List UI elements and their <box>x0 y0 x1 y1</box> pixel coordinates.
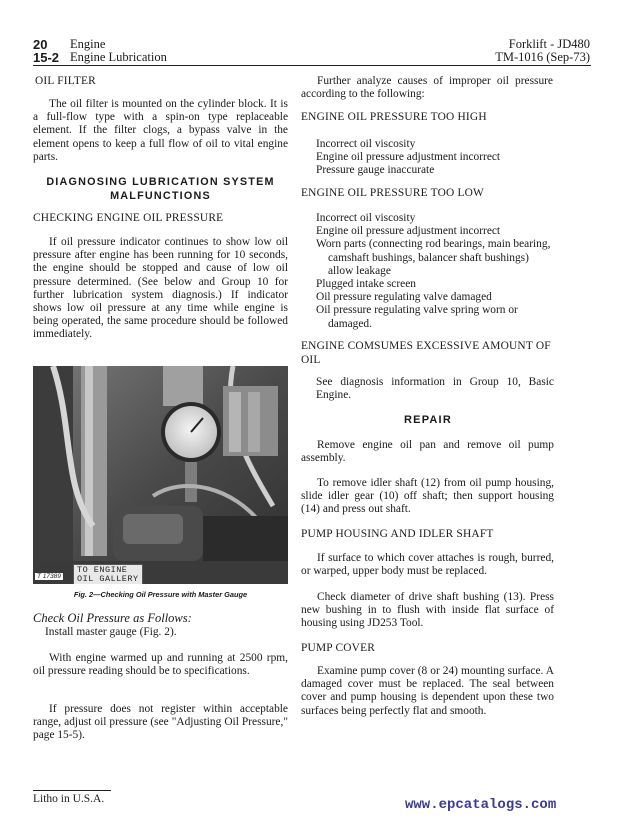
consumes-oil-heading: ENGINE COMSUMES EXCESSIVE AMOUNT OF OIL <box>301 340 551 366</box>
list-item: Worn parts (connecting rod bearings, main bearing, camshaft bushings, balancer shaft bushings) allow leakage <box>316 238 551 277</box>
check-follows-heading: Check Oil Pressure as Follows: <box>33 611 192 625</box>
subsection-number: 15-2 <box>33 50 60 65</box>
photo-illustration <box>33 366 288 584</box>
list-item: Engine oil pressure adjustment incorrect <box>316 151 501 164</box>
manual-title: Forklift - JD480 <box>508 37 590 51</box>
oil-filter-heading: OIL FILTER <box>35 75 96 87</box>
figure-caption: Fig. 2—Checking Oil Pressure with Master Gauge <box>73 590 248 599</box>
diagnosing-heading-line-1: DIAGNOSING LUBRICATION SYSTEM <box>46 176 275 188</box>
list-item: Oil pressure regulating valve spring worn or damaged. <box>316 304 518 330</box>
pressure-low-list <box>316 212 556 331</box>
adjust-pressure-text: If pressure does not register within acceptable range, adjust oil pressure (see "Adjusting Oil Pressure," page 15-5). <box>33 703 288 742</box>
litho-footer: Litho in U.S.A. <box>33 793 105 805</box>
pump-cover-heading: PUMP COVER <box>301 642 376 654</box>
pressure-high-heading: ENGINE OIL PRESSURE TOO HIGH <box>301 111 487 123</box>
pressure-high-list <box>316 138 556 178</box>
pump-cover-text: Examine pump cover (8 or 24) mounting surface. A damaged cover must be replaced. The seal between cover and pump housing is dependent upon these two surfaces being perfectly flat and smooth. <box>301 665 554 717</box>
bushing-diameter-text: Check diameter of drive shaft bushing (13). Press new bushing in to flush with inside flat surface of housing using JD253 Tool. <box>301 591 554 630</box>
see-diagnosis-text: See diagnosis information in Group 10, Basic Engine. <box>316 376 554 402</box>
section-title: Engine <box>70 37 106 51</box>
list-item: Incorrect oil viscosity <box>316 138 416 150</box>
surface-text: If surface to which cover attaches is rough, burred, or warped, upper body must be replaced. <box>301 552 554 578</box>
manual-code: TM-1016 (Sep-73) <box>495 50 590 64</box>
watermark-link[interactable]: www.epcatalogs.com <box>405 797 557 813</box>
diagnosing-heading-line-2: MALFUNCTIONS <box>110 190 211 202</box>
oil-pressure-photo <box>33 366 288 584</box>
further-analyze-text: Further analyze causes of improper oil pressure according to the following: <box>301 75 553 101</box>
photo-id: T 17389 <box>37 573 61 580</box>
pump-housing-heading: PUMP HOUSING AND IDLER SHAFT <box>301 528 494 540</box>
list-item: Incorrect oil viscosity <box>316 212 416 224</box>
idler-shaft-text: To remove idler shaft (12) from oil pump housing, slide idler gear (10) off shaft; then support housing (14) and press out shaft. <box>301 477 554 516</box>
list-item: Oil pressure regulating valve damaged <box>316 291 492 304</box>
pressure-low-heading: ENGINE OIL PRESSURE TOO LOW <box>301 187 485 199</box>
install-gauge-text: Install master gauge (Fig. 2). <box>45 626 177 638</box>
gauge-callout-label <box>73 564 143 584</box>
footer-rule <box>33 790 111 791</box>
callout-line-1: TO ENGINE <box>77 565 128 575</box>
checking-text: If oil pressure indicator continues to show low oil pressure after engine has been running for 10 seconds, the engine should be stopped and cause of low oil pressure determined. (See below and Group 10 for further lubrication system diagnosis.) If indicator shows low oil pressure at any time while engine is being operated, the same procedure should be followed immediately. <box>33 236 288 341</box>
header-rule <box>33 65 591 66</box>
list-item: Pressure gauge inaccurate <box>316 164 435 177</box>
subsection-title: Engine Lubrication <box>70 50 167 64</box>
list-item: Engine oil pressure adjustment incorrect <box>316 225 501 238</box>
warm-engine-text: With engine warmed up and running at 2500 rpm, oil pressure reading should be to specifications. <box>33 652 288 678</box>
checking-heading: CHECKING ENGINE OIL PRESSURE <box>33 212 224 224</box>
list-item: Plugged intake screen <box>316 278 416 291</box>
diagnosing-heading <box>33 175 288 203</box>
repair-heading: REPAIR <box>404 414 452 426</box>
oil-filter-text: The oil filter is mounted on the cylinder block. It is a full-flow type with a spin-on type replaceable element. If the filter clogs, a bypass valve in the element opens to keep a full flow of oil to vital engine parts. <box>33 98 288 163</box>
remove-pump-text: Remove engine oil pan and remove oil pump assembly. <box>301 439 554 465</box>
page-number: 20 <box>33 37 48 52</box>
callout-line-2: OIL GALLERY <box>77 574 139 584</box>
